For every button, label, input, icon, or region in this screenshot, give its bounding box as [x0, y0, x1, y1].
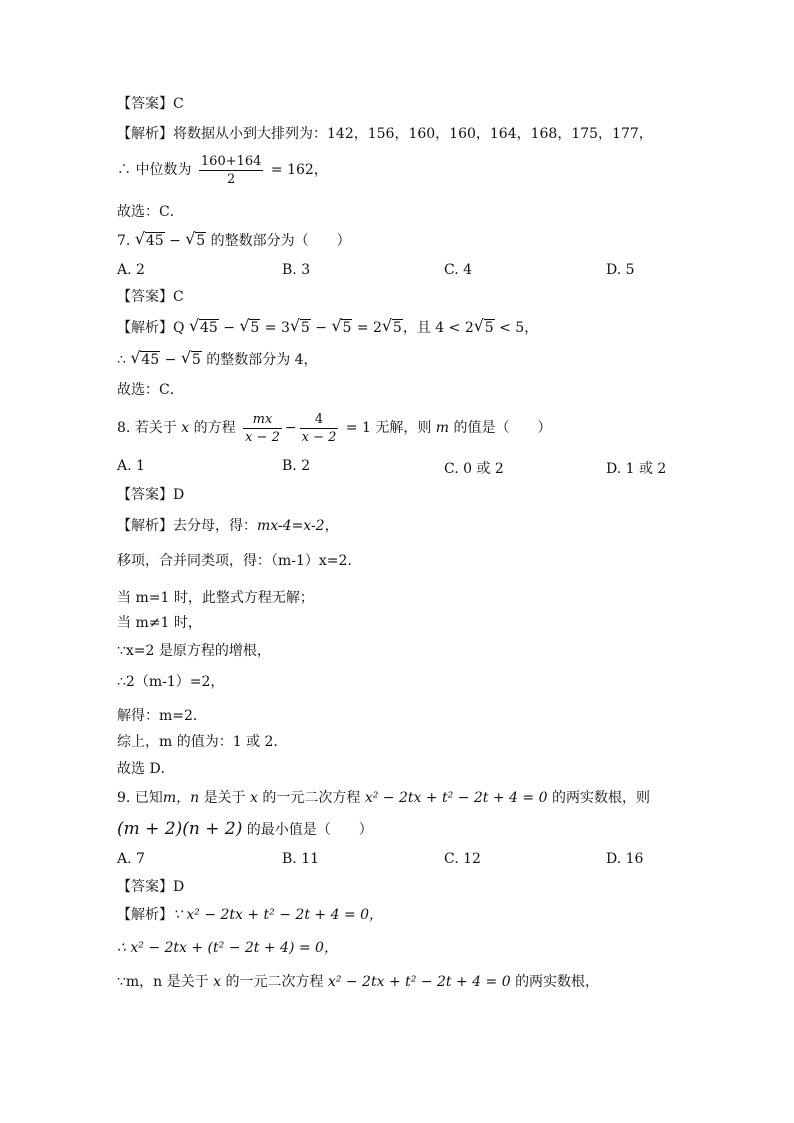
q8-analysis-line2: 移项，合并同类项，得：（m-1）x=2．	[117, 553, 362, 569]
answer-value: D	[173, 487, 185, 503]
analysis-eq: ∵ x² − 2tx + t² − 2t + 4 = 0，	[173, 907, 384, 923]
fraction-numerator: mx	[243, 411, 282, 429]
q8-analysis-line5: ∵x=2 是原方程的增根，	[117, 643, 271, 659]
analysis-eq: = 2	[356, 320, 382, 336]
stem-text: 的方程	[193, 420, 236, 436]
fraction-denominator: 2	[227, 171, 236, 187]
answer-tag: 【答案】	[117, 289, 173, 305]
q9-analysis-line3	[117, 972, 599, 992]
option-d: D. 5	[606, 262, 635, 278]
q8-answer-line	[117, 485, 184, 505]
option-c: C. 4	[444, 262, 473, 278]
question-stem: 的整数部分为（ ）	[210, 233, 351, 249]
analysis-text: 将数据从小到大排列为：142，156，160，160，164，168，175，177，	[173, 126, 653, 142]
q8-analysis-line8: 综上，m 的值为：1 或 2．	[117, 734, 288, 750]
option-c: C. 12	[444, 851, 481, 867]
option-b: B. 2	[282, 458, 311, 474]
equation: x² − 2tx + t² − 2t + 4 = 0	[364, 790, 548, 806]
equation: x² − 2tx + t² − 2t + 4 = 0	[327, 974, 511, 990]
expression: (m + 2)(n + 2)	[117, 819, 243, 839]
var-x: x	[213, 974, 222, 990]
answer-value: D	[173, 879, 185, 895]
analysis-text: ，	[324, 518, 339, 534]
answer-value: C	[173, 289, 184, 305]
sqrt-45: √ 45	[131, 350, 160, 370]
fraction-1	[243, 411, 282, 446]
var-mn: m，n	[162, 790, 200, 806]
analysis-text: 去分母，得：	[173, 518, 257, 534]
question-number: 8.	[117, 420, 131, 436]
q7-analysis-line1: 【解析】Q √ 45 − √ 5 = 3 √ 5 − √ 5 = 2 √ 5，且 4 < 2 √ 5 < 5，	[117, 318, 538, 338]
answer-tag: 【答案】	[117, 96, 173, 112]
stem-text: 的两实数根，则	[551, 790, 650, 806]
stem-text: 的值是（ ）	[453, 420, 552, 436]
option-a: A. 2	[117, 262, 145, 278]
sqrt-45: √ 45	[190, 318, 219, 338]
q7-stem: 7. √ 45 − √ 5 的整数部分为（ ）	[117, 231, 351, 251]
stem-text: 的最小值是（ ）	[246, 822, 373, 838]
var-x: x	[250, 790, 258, 806]
q8-analysis-line1	[117, 516, 339, 536]
analysis-tag: 【解析】	[117, 518, 173, 534]
q9-analysis-line1	[117, 905, 383, 925]
stem-text: 是关于	[203, 790, 246, 806]
analysis-ineq-end: < 5，	[499, 320, 539, 336]
q8-analysis-line6: ∴2（m-1）=2，	[117, 674, 225, 690]
answer-tag: 【答案】	[117, 487, 173, 503]
stem-text: 的一元二次方程	[262, 790, 361, 806]
fraction-numerator: 160+164	[200, 153, 262, 169]
q6-answer-line	[117, 94, 184, 114]
sqrt-5: √ 5	[291, 318, 311, 338]
analysis-tag: 【解析】	[117, 907, 173, 923]
option-d: D. 1 或 2	[606, 461, 667, 477]
analysis-text: 的整数部分为 4，	[206, 352, 318, 368]
question-number: 7.	[117, 233, 131, 249]
q9-stem-line1	[117, 788, 650, 808]
median-prefix: ∴ 中位数为	[117, 162, 192, 178]
stem-text: 已知	[134, 790, 163, 806]
stem-text: 若关于	[134, 420, 177, 436]
q8-analysis-line7: 解得：m=2．	[117, 708, 207, 724]
sqrt-5: √ 5	[182, 350, 202, 370]
analysis-text: 的一元二次方程	[225, 974, 324, 990]
var-x: x	[181, 420, 190, 436]
fraction-denominator: x − 2	[245, 429, 280, 445]
q8-stem: 8. 若关于 x 的方程 $\frac{mx}{x - 2}$ − $\frac{4}{x - 2}$ = 1 无解，则 m 的值是（ ）	[117, 411, 552, 445]
analysis-text: ∵m，n 是关于	[117, 974, 209, 990]
q9-stem-line2	[117, 819, 373, 840]
analysis-text: 的两实数根，	[515, 974, 600, 990]
q7-analysis-line2: ∴ √ 45 − √ 5 的整数部分为 4，	[117, 350, 318, 370]
analysis-symbol: Q	[173, 320, 185, 336]
q9-analysis-line2	[117, 938, 338, 958]
q6-median-line	[117, 152, 328, 188]
fraction-numerator: 4	[300, 411, 339, 429]
option-c: C. 0 或 2	[444, 461, 504, 477]
sqrt-5: √ 5	[332, 318, 352, 338]
q6-conclusion: 故选：C．	[117, 204, 184, 220]
median-fraction	[199, 153, 264, 188]
analysis-tag: 【解析】	[117, 126, 173, 142]
option-b: B. 11	[282, 851, 320, 867]
analysis-eq: = 3	[264, 320, 290, 336]
fraction-2	[300, 411, 339, 446]
sqrt-5: √ 5	[240, 318, 260, 338]
analysis-eq: ∴ x² − 2tx + (t² − 2t + 4) = 0，	[117, 940, 338, 956]
q8-conclusion: 故选 D．	[117, 761, 175, 777]
q9-answer-line	[117, 877, 184, 897]
median-suffix: = 162，	[270, 162, 328, 178]
answer-tag: 【答案】	[117, 879, 173, 895]
q6-analysis-line	[117, 124, 653, 144]
option-b: B. 3	[282, 262, 311, 278]
option-a: A. 7	[117, 851, 145, 867]
sqrt-5: √ 5	[186, 231, 206, 251]
analysis-tag: 【解析】	[117, 320, 173, 336]
question-number: 9.	[117, 790, 131, 806]
sqrt-5: √ 5	[383, 318, 403, 338]
q8-analysis-line4: 当 m≠1 时，	[117, 615, 202, 631]
sqrt-5: √ 5	[475, 318, 495, 338]
q7-conclusion: 故选：C．	[117, 382, 184, 398]
analysis-ineq: ，且 4 < 2	[402, 320, 474, 336]
q8-analysis-line3: 当 m=1 时，此整式方程无解；	[117, 590, 314, 606]
option-a: A. 1	[117, 458, 145, 474]
var-m: m	[435, 420, 450, 436]
sqrt-45: √ 45	[136, 231, 165, 251]
stem-text: = 1 无解，则	[345, 420, 432, 436]
answer-value: C	[173, 96, 184, 112]
q7-answer-line	[117, 287, 184, 307]
analysis-eq: mx-4=x-2	[257, 518, 325, 534]
option-d: D. 16	[606, 851, 644, 867]
fraction-denominator: x − 2	[301, 429, 337, 445]
